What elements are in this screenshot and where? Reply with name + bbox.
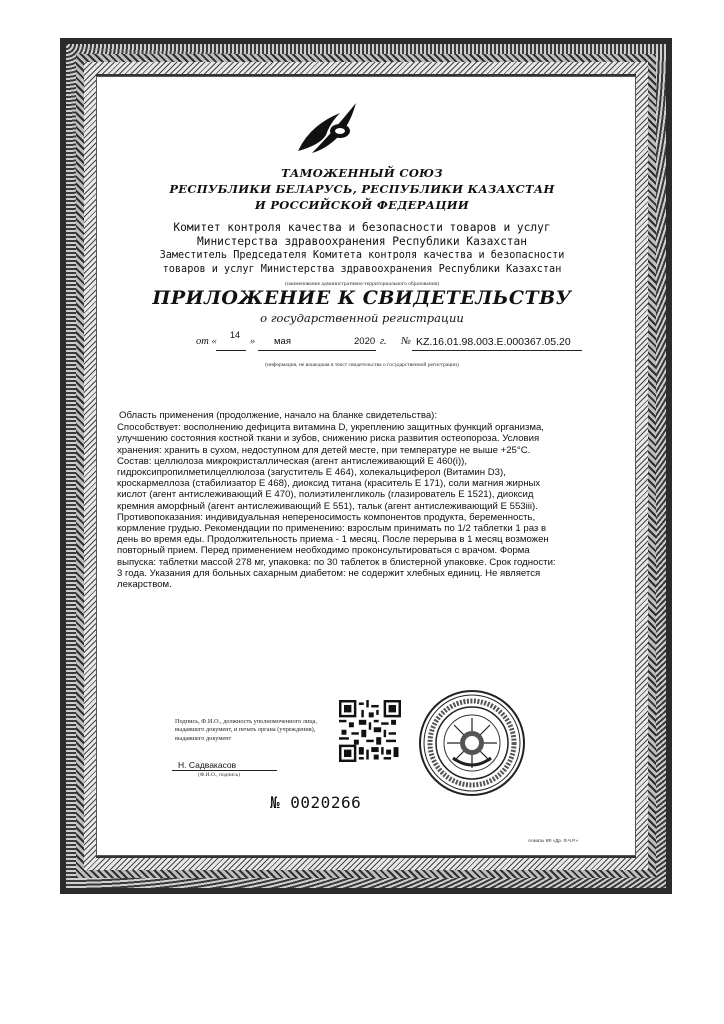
qr-code-icon [339, 700, 401, 762]
day-underline [216, 350, 246, 351]
form-serial-number [270, 793, 361, 812]
product-description: Способствует: восполнению дефицита витамина D, укреплению защитных функций организма, улучшению состояния костной ткани и зубов, снижению риска развития остеопороза. Условия хранения: хранить в сухом, недоступном для детей месте, при температуре не выше +25°С. Состав: целлюлоза микрокристаллическая (агент антислеживающий Е 460(i)), гидроксипропилметилцеллюлоза (загуститель Е 464), холекальциферол (Витамин D3), кроскармеллоза (стабилизатор Е 468), диоксид титана (краситель Е 171), соли магния жирных кислот (агент антислеживающий Е 470), полиэтиленгликоль (глазирователь Е 1521), диоксид кремния аморфный (агент антислеживающий Е 551), тальк (агент антислеживающий Е 553iii). Противопоказания: индивидуальная непереносимость компонентов продукта, беременность, кормление грудью. Рекомендации по применению: взрослым принимать по 1/2 таблетки 1 раз в день во время еды. Продолжительность приема - 1 месяц. После перерыва в 1 месяц возможен повторный прием. Перед применением необходимо проконсультироваться с врачом. Форма выпуска: таблетки массой 278 мг, упаковка: по 30 таблеток в блистерной упаковке. Срок годности: 3 года. Указания для больных сахарным диабетом: не содержит хлебных единиц. Не является лекарством. [117, 422, 556, 591]
issuer-line4: товаров и услуг Министерства здравоохранения Республики Казахстан [162, 264, 562, 275]
date-year-suffix: г. [380, 336, 387, 347]
date-year: 2020 [354, 336, 376, 347]
customs-union-logo-icon [290, 95, 362, 159]
serial-value: 0020266 [290, 793, 362, 812]
date-day: 14 [230, 330, 241, 340]
registration-date-line [196, 330, 596, 354]
info-note: (информация, не вошедшая в текст свидетельства о государственной регистрации) [265, 362, 459, 368]
union-title-line1: ТАМОЖЕННЫЙ СОЮЗ [281, 166, 443, 180]
union-title-line2: РЕСПУБЛИКИ БЕЛАРУСЬ, РЕСПУБЛИКИ КАЗАХСТАН [169, 182, 555, 196]
official-seal-icon [417, 688, 527, 798]
application-area: Область применения (продолжение, начало на бланке свидетельства): [119, 410, 438, 421]
signature-sublabel: (Ф.И.О., подпись) [198, 772, 240, 778]
issuer-line1: Комитет контроля качества и безопасности товаров и услуг [173, 221, 551, 234]
signatory-name: Н. Садвакасов [178, 760, 237, 770]
issuer-line3: Заместитель Председателя Комитета контроля качества и безопасности [159, 250, 565, 261]
month-year-underline [258, 350, 376, 351]
serial-sign: № [270, 793, 281, 812]
registration-number-sign: № [401, 336, 411, 347]
union-title-line3: И РОССИЙСКОЙ ФЕДЕРАЦИИ [254, 198, 470, 212]
signature-label: Подпись, Ф.И.О., должность уполномоченного лица, выдавшего документ, и печать органа (учреждения), выдавшего документ [175, 718, 317, 742]
number-underline [412, 350, 582, 351]
printer-imprint: Алматы КФ «Др. Ф.Ч.Р.» [528, 838, 579, 843]
document-subtitle: о государственной регистрации [260, 311, 464, 325]
date-month: мая [274, 336, 291, 347]
issuer-note: (наименование административно-территориального образования) [284, 281, 439, 287]
date-prefix: от « [196, 336, 217, 347]
document-title: ПРИЛОЖЕНИЕ К СВИДЕТЕЛЬСТВУ [152, 287, 572, 309]
signature-line [172, 770, 277, 771]
document-body [117, 410, 559, 590]
date-day-close: » [250, 336, 256, 347]
registration-number: KZ.16.01.98.003.E.000367.05.20 [416, 336, 571, 348]
issuer-line2: Министерства здравоохранения Республики Казахстан [196, 235, 528, 248]
